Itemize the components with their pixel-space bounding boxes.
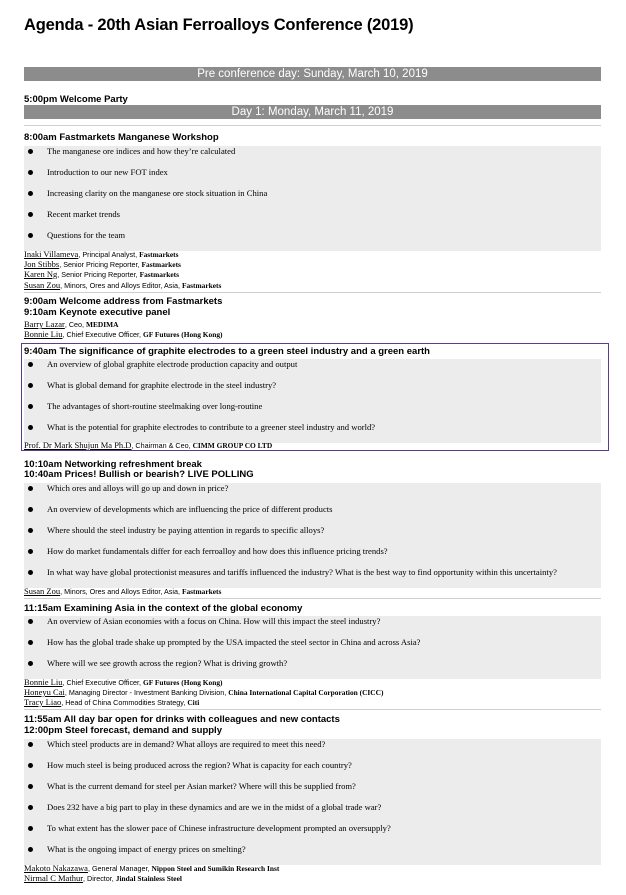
list-item: What is the current demand for steel per Asian market? Where will this be supplied from? [24,781,601,802]
divider [24,292,601,293]
speaker-name-link[interactable]: Bonnie Liu [24,677,63,687]
list-item: An overview of Asian economies with a focus on China. How will this impact the steel industry? [24,616,601,637]
speaker-line: Karen Ng, Senior Pricing Reporter, Fastmarkets [24,269,179,279]
speaker-name-link[interactable]: Prof. Dr Mark Shujun Ma Ph.D [24,440,132,450]
pre-conference-day-bar: Pre conference day: Sunday, March 10, 2019 [24,67,601,81]
bullet-icon [28,847,33,852]
steel-heading: 12:00pm Steel forecast, demand and supply [24,725,222,736]
list-item: To what extent has the slower pace of Chinese infrastructure development prompted an oversupply? [24,823,601,844]
speaker-line: Susan Zou, Minors, Ores and Alloys Editor, Asia, Fastmarkets [24,280,222,290]
speaker-name-link[interactable]: Honeyu Cai [24,687,65,697]
list-item: Which ores and alloys will go up and down in price? [24,483,601,504]
list-item: An overview of global graphite electrode production capacity and output [24,359,601,380]
bullet-icon [28,191,33,196]
list-item: What is the ongoing impact of energy prices on smelting? [24,844,601,865]
list-item: What is global demand for graphite electrode in the steel industry? [24,380,601,401]
list-item: Which steel products are in demand? What alloys are required to meet this need? [24,739,601,760]
speaker-line: Inaki Villameva, Principal Analyst, Fastmarkets [24,249,179,259]
welcome-party-session: 5:00pm Welcome Party [24,94,128,105]
list-item: Recent market trends [24,209,601,230]
bullet-icon [28,784,33,789]
list-item: Where will we see growth across the region? What is driving growth? [24,658,601,679]
asia-heading: 11:15am Examining Asia in the context of the global economy [24,603,303,614]
bullet-icon [28,486,33,491]
list-item: Where should the steel industry be paying attention in regards to specific alloys? [24,525,601,546]
bullet-icon [28,661,33,666]
prices-heading: 10:40am Prices! Bullish or bearish? LIVE POLLING [24,469,254,480]
page-title: Agenda - 20th Asian Ferroalloys Conference (2019) [24,16,414,34]
bullet-icon [28,528,33,533]
list-item: Questions for the team [24,230,601,251]
divider [24,709,601,710]
speaker-name-link[interactable]: Susan Zou [24,586,61,596]
speaker-line: Honeyu Cai, Managing Director - Investment Banking Division, China International Capital Corporation (CICC) [24,687,384,697]
keynote-heading: 9:10am Keynote executive panel [24,307,171,318]
day1-bar: Day 1: Monday, March 11, 2019 [24,105,601,119]
speaker-line: Bonnie Liu, Chief Executive Officer, GF Futures (Hong Kong) [24,677,223,687]
list-item: In what way have global protectionist measures and tariffs influenced the industry? What is the best way to find opportunity within this uncertainty? [24,567,601,588]
bullet-icon [28,362,33,367]
speaker-name-link[interactable]: Inaki Villameva [24,249,79,259]
bullet-icon [28,805,33,810]
list-item: An overview of developments which are influencing the price of different products [24,504,601,525]
speaker-line: Nirmal C Mathur, Director, Jindal Stainless Steel [24,873,182,883]
speaker-line: Jon Stibbs, Senior Pricing Reporter, Fastmarkets [24,259,181,269]
speaker-name-link[interactable]: Bonnie Liu [24,329,63,339]
speaker-line: Bonnie Liu, Chief Executive Officer, GF Futures (Hong Kong) [24,329,223,339]
speaker-name-link[interactable]: Susan Zou [24,280,61,290]
speaker-name-link[interactable]: Karen Ng [24,269,58,279]
networking-session: 10:10am Networking refreshment break [24,459,202,470]
bullet-icon [28,826,33,831]
speaker-name-link[interactable]: Makoto Nakazawa [24,863,88,873]
speaker-name-link[interactable]: Barry Lazar [24,319,65,329]
list-item: What is the potential for graphite electrodes to contribute to a greener steel industry and world? [24,422,601,443]
divider [24,598,601,599]
bullet-icon [28,383,33,388]
workshop-heading: 8:00am Fastmarkets Manganese Workshop [24,132,219,143]
prices-bullet-list [24,483,601,588]
bullet-icon [28,170,33,175]
bullet-icon [28,640,33,645]
bullet-icon [28,233,33,238]
bullet-icon [28,149,33,154]
speaker-line: Makoto Nakazawa, General Manager, Nippon Steel and Sumikin Research Inst [24,863,280,873]
speaker-line: Susan Zou, Minors, Ores and Alloys Editor, Asia, Fastmarkets [24,586,222,596]
bullet-icon [28,570,33,575]
bar-open-session: 11:55am All day bar open for drinks with colleagues and new contacts [24,714,340,725]
steel-bullet-list [24,739,601,865]
list-item: The advantages of short-routine steelmaking over long-routine [24,401,601,422]
speaker-line: Tracy Liao, Head of China Commodities Strategy, Citi [24,697,200,707]
list-item: Introduction to our new FOT index [24,167,601,188]
list-item: How much steel is being produced across the region? What is capacity for each country? [24,760,601,781]
welcome-address-session: 9:00am Welcome address from Fastmarkets [24,296,223,307]
list-item: How do market fundamentals differ for each ferroalloy and how does this influence pricing trends? [24,546,601,567]
speaker-line: Barry Lazar, Ceo, MEDIMA [24,319,119,329]
bullet-icon [28,549,33,554]
workshop-bullet-list [24,146,601,251]
list-item: Increasing clarity on the manganese ore stock situation in China [24,188,601,209]
list-item: How has the global trade shake up prompted by the USA impacted the steel sector in China and across Asia? [24,637,601,658]
bullet-icon [28,619,33,624]
list-item: The manganese ore indices and how they’re calculated [24,146,601,167]
divider [24,125,601,126]
speaker-name-link[interactable]: Nirmal C Mathur [24,873,84,883]
bullet-icon [28,404,33,409]
bullet-icon [28,212,33,217]
bullet-icon [28,425,33,430]
speaker-name-link[interactable]: Tracy Liao [24,697,62,707]
graphite-heading: 9:40am The significance of graphite electrodes to a green steel industry and a green earth [24,346,430,357]
bullet-icon [28,763,33,768]
speaker-line: Prof. Dr Mark Shujun Ma Ph.D, Chairman & Ceo, CIMM GROUP CO LTD [24,440,273,450]
asia-bullet-list [24,616,601,679]
graphite-bullet-list [24,359,601,443]
bullet-icon [28,507,33,512]
list-item: Does 232 have a big part to play in these dynamics and are we in the midst of a global trade war? [24,802,601,823]
bullet-icon [28,742,33,747]
speaker-name-link[interactable]: Jon Stibbs [24,259,60,269]
